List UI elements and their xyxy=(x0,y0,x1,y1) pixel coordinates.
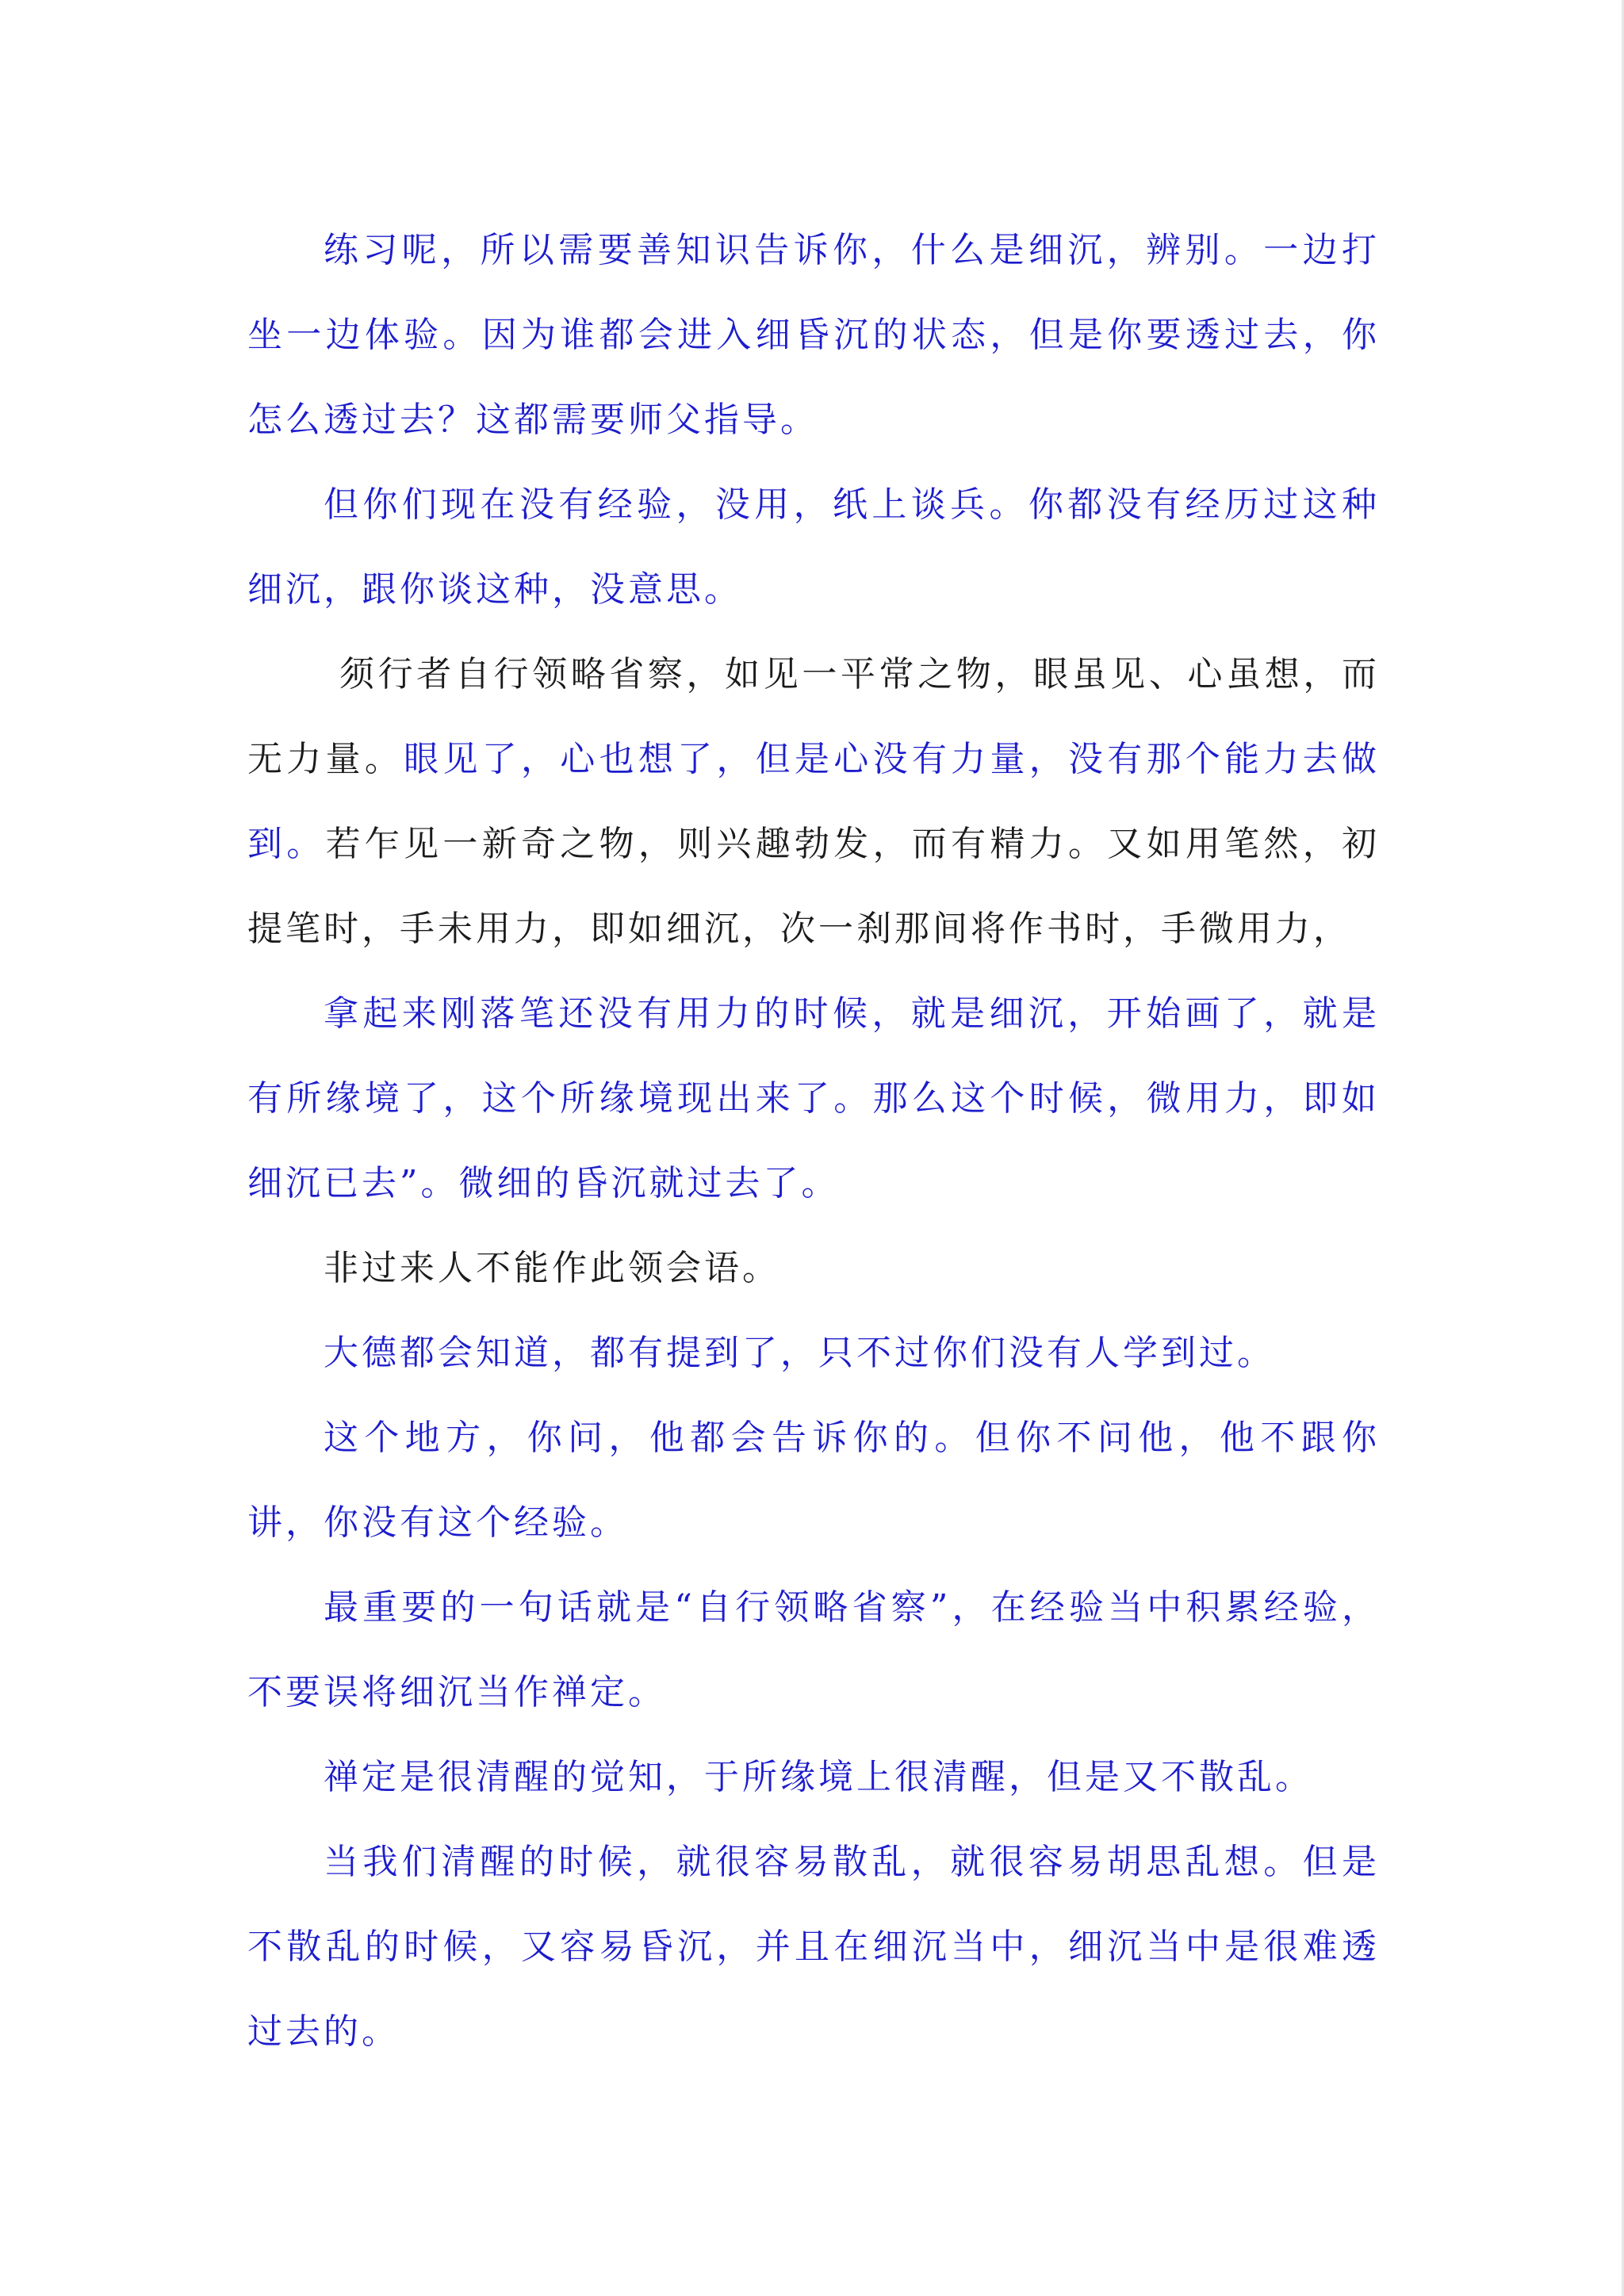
paragraph-text: 这个地方，你问，他都会告诉你的。但你不问他，他不跟你讲，你没有这个经验。 xyxy=(247,1418,1380,1543)
quoted-text: 若乍见一新奇之物，则兴趣勃发，而有精力。又如用笔然，初提笔时，手未用力，即如细沉，次一刹那间将作书时，手微用力， xyxy=(247,824,1381,949)
paragraph-4 xyxy=(247,971,1380,1226)
paragraph-5-quote xyxy=(247,1226,1380,1311)
paragraph-3-quote xyxy=(247,632,1380,971)
paragraph-text: 但你们现在没有经验，没用，纸上谈兵。你都没有经历过这种细沉，跟你谈这种，没意思。 xyxy=(247,484,1380,610)
quoted-text: 须行者自行领略省察，如见一平常之物，眼虽见、心虽想，而无力量。 xyxy=(247,654,1380,779)
commentary-text: 眼见了，心也想了，但是心没有力量，没有那个能力去做到。 xyxy=(247,739,1381,864)
paragraph-1 xyxy=(247,208,1380,462)
quoted-text: 非过来人不能作此领会语。 xyxy=(324,1248,780,1288)
paragraph-text: 拿起来刚落笔还没有用力的时候，就是细沉，开始画了，就是有所缘境了，这个所缘境现出来了。那么这个时候，微用力，即如细沉已去”。微细的昏沉就过去了。 xyxy=(247,993,1380,1203)
paragraph-8 xyxy=(247,1565,1380,1735)
document-body xyxy=(247,208,1380,2074)
paragraph-text: 练习呢，所以需要善知识告诉你，什么是细沉，辨别。一边打坐一边体验。因为谁都会进入细昏沉的状态，但是你要透过去，你怎么透过去？这都需要师父指导。 xyxy=(247,230,1380,440)
paragraph-7 xyxy=(247,1395,1380,1565)
paragraph-text: 禅定是很清醒的觉知，于所缘境上很清醒，但是又不散乱。 xyxy=(324,1757,1313,1797)
paragraph-text: 大德都会知道，都有提到了，只不过你们没有人学到过。 xyxy=(324,1333,1275,1373)
paragraph-6 xyxy=(247,1311,1380,1395)
paragraph-text: 当我们清醒的时候，就很容易散乱，就很容易胡思乱想。但是不散乱的时候，又容易昏沉，并且在细沉当中，细沉当中是很难透过去的。 xyxy=(247,1842,1380,2052)
paragraph-9 xyxy=(247,1735,1380,1820)
paragraph-text: 最重要的一句话就是“自行领略省察”，在经验当中积累经验，不要误将细沉当作禅定。 xyxy=(247,1587,1380,1712)
paragraph-10 xyxy=(247,1820,1380,2074)
paragraph-2 xyxy=(247,462,1380,632)
